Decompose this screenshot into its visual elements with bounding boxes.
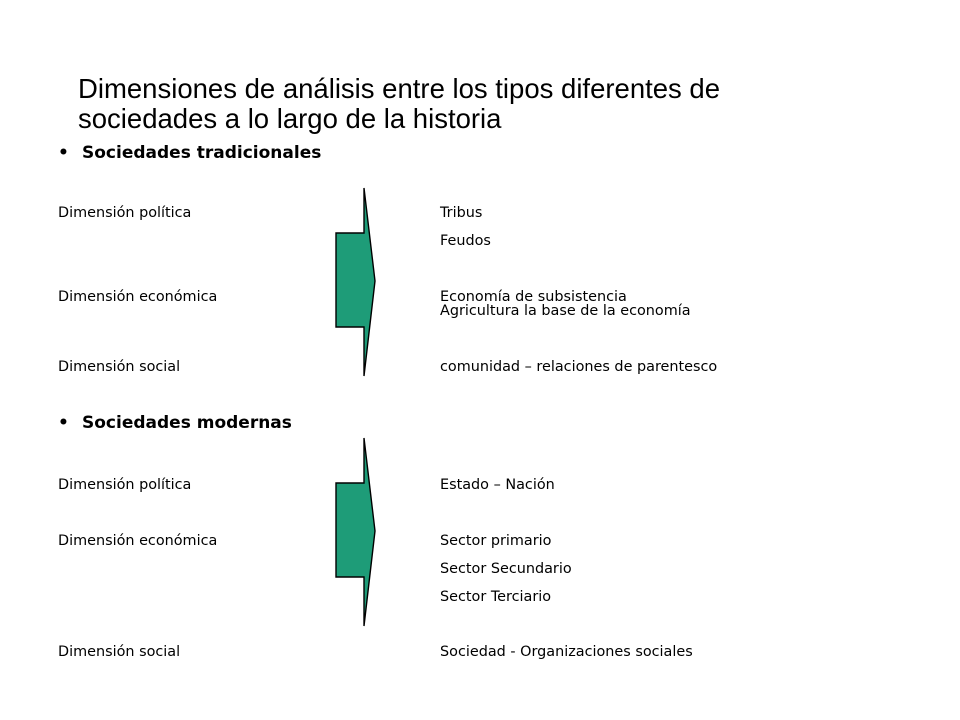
row-value: Sociedad - Organizaciones sociales — [440, 644, 693, 660]
row-value: Feudos — [440, 233, 491, 249]
row-label-economic: Dimensión económica — [58, 289, 218, 305]
section-heading-label: Sociedades tradicionales — [82, 143, 322, 163]
section-heading-modern — [58, 412, 292, 434]
row-value: Sector Terciario — [440, 589, 552, 605]
row-value: comunidad – relaciones de parentesco — [440, 359, 718, 375]
section-heading-traditional — [58, 142, 321, 164]
bullet-icon: • — [58, 413, 69, 433]
arrow-shape — [336, 438, 375, 626]
row-value: Economía de subsistencia — [440, 289, 627, 305]
row-value: Agricultura la base de la economía — [440, 303, 691, 319]
slide-title — [78, 74, 878, 134]
bullet-icon: • — [58, 143, 69, 163]
slide-title-line-2: sociedades a lo largo de la historia — [78, 103, 502, 134]
arrow-shape — [336, 188, 375, 376]
row-value: Sector Secundario — [440, 561, 572, 577]
row-label-social: Dimensión social — [58, 644, 181, 660]
row-value: Estado – Nación — [440, 477, 555, 493]
row-value: Sector primario — [440, 533, 552, 549]
row-label-economic: Dimensión económica — [58, 533, 218, 549]
row-label-social: Dimensión social — [58, 359, 181, 375]
row-label-political: Dimensión política — [58, 205, 192, 221]
slide-title-line-1: Dimensiones de análisis entre los tipos diferentes de — [78, 73, 721, 104]
section-heading-label: Sociedades modernas — [82, 413, 292, 433]
right-arrow-icon — [334, 186, 378, 378]
row-label-political: Dimensión política — [58, 477, 192, 493]
right-arrow-icon — [334, 436, 378, 628]
row-value: Tribus — [440, 205, 483, 221]
